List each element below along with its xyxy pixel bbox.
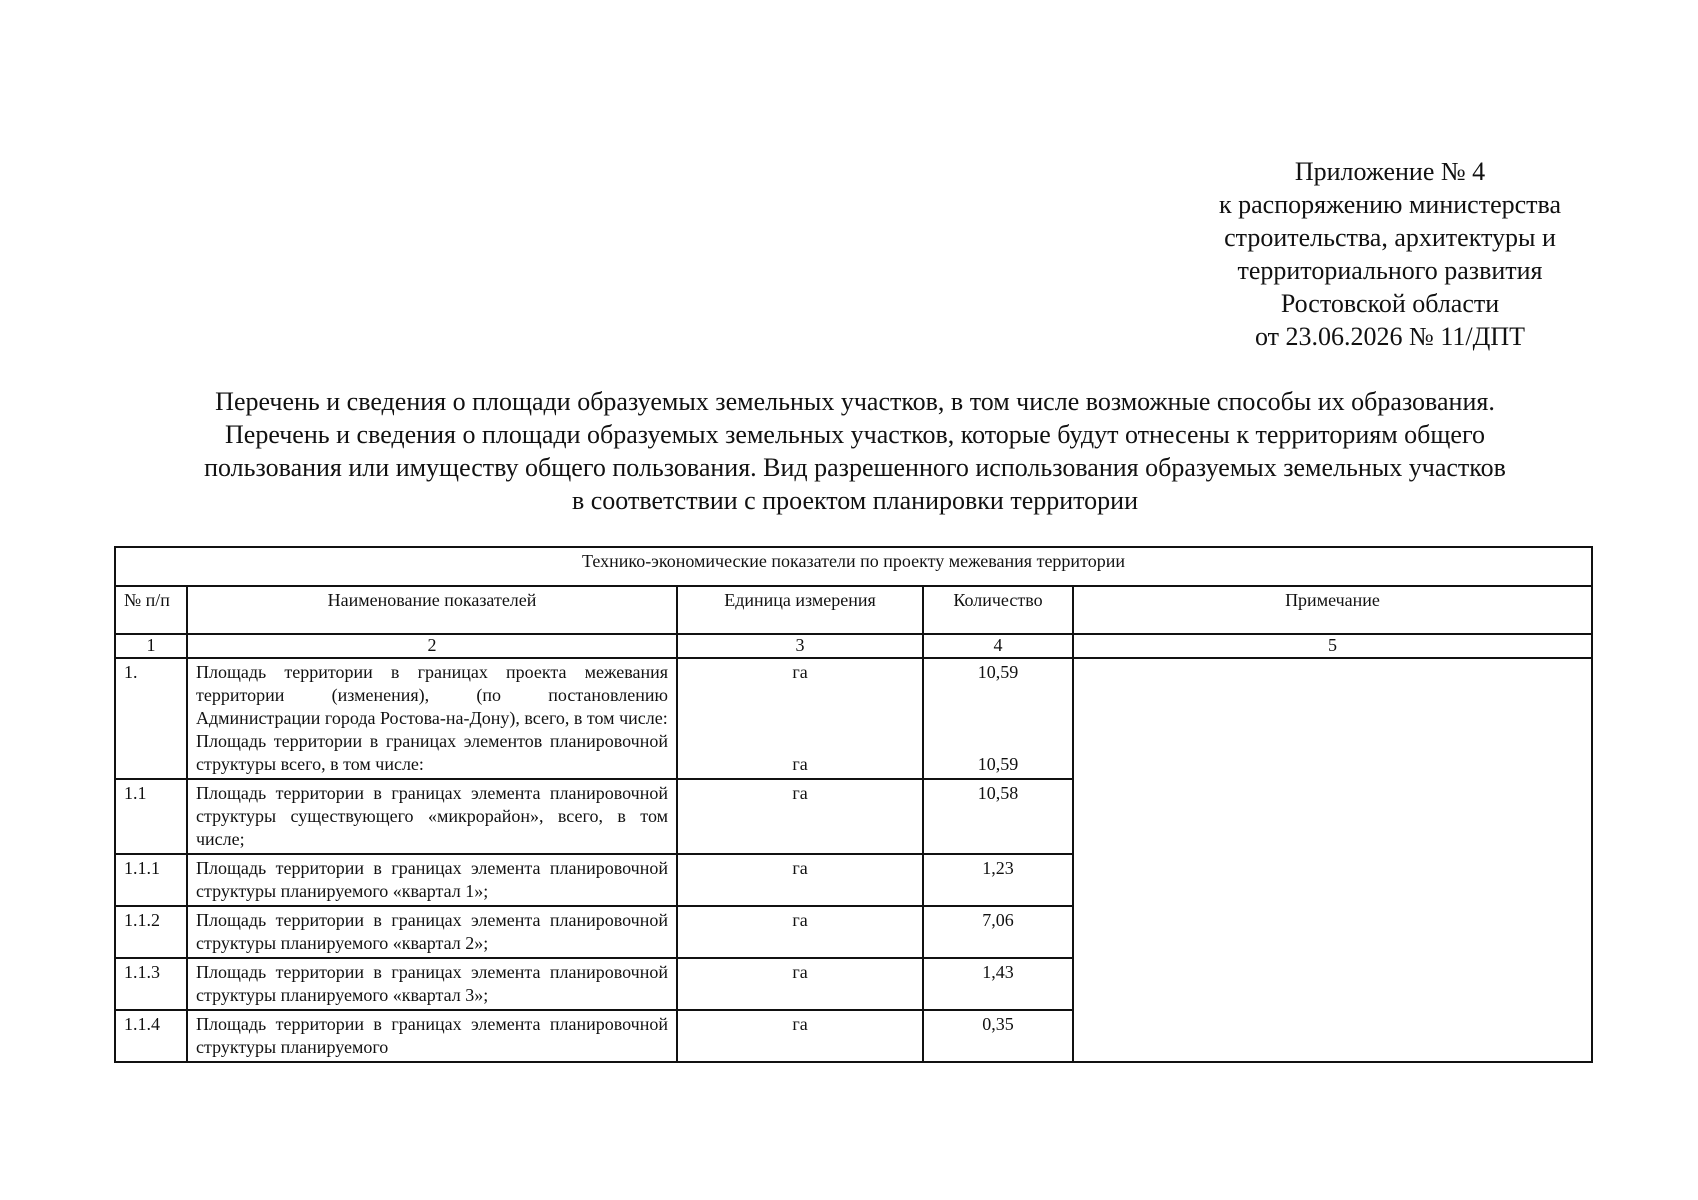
column-number: 3	[677, 634, 923, 658]
row-name: Площадь территории в границах проекта межевания территории (изменения), (по постановлению Администрации города Ростова-на-Дону), всего, в том числе:	[196, 662, 668, 728]
row-name: Площадь территории в границах элемента планировочной структуры планируемого «квартал 1»;	[187, 854, 677, 906]
row-name-secondary: Площадь территории в границах элементов планировочной структуры всего, в том числе:	[196, 731, 668, 774]
appendix-block	[1160, 155, 1620, 353]
row-qty: 0,35	[923, 1010, 1073, 1062]
heading-line: в соответствии с проектом планировки территории	[571, 486, 1138, 515]
document-heading	[120, 385, 1590, 517]
row-name: Площадь территории в границах элемента планировочной структуры существующего «микрорайон», всего, в том числе;	[187, 779, 677, 854]
table-caption-row	[115, 547, 1592, 586]
row-unit-secondary: га	[792, 754, 808, 774]
row-number: 1.1	[115, 779, 187, 854]
table-caption: Технико-экономические показатели по проекту межевания территории	[115, 547, 1592, 586]
row-unit: га	[677, 1010, 923, 1062]
row-unit: га	[792, 662, 808, 682]
row-unit: га	[677, 906, 923, 958]
row-unit: га	[677, 958, 923, 1010]
row-name: Площадь территории в границах элемента планировочной структуры планируемого «квартал 3»;	[187, 958, 677, 1010]
row-unit: га	[677, 854, 923, 906]
heading-line: Перечень и сведения о площади образуемых земельных участков, которые будут отнесены к территориям общего	[225, 420, 1485, 449]
note-cell	[1073, 658, 1592, 1062]
row-qty: 10,59	[977, 662, 1019, 682]
table-header-row	[115, 586, 1592, 634]
row-number: 1.1.2	[115, 906, 187, 958]
row-qty-cell	[923, 658, 1073, 779]
header-unit: Единица измерения	[677, 586, 923, 634]
row-qty: 10,58	[923, 779, 1073, 854]
column-number: 2	[187, 634, 677, 658]
appendix-line: от 23.06.2026 № 11/ДПТ	[1255, 322, 1525, 351]
row-number: 1.	[115, 658, 187, 779]
column-numbers-row	[115, 634, 1592, 658]
appendix-line: Приложение № 4	[1294, 157, 1486, 186]
row-number: 1.1.3	[115, 958, 187, 1010]
column-number: 4	[923, 634, 1073, 658]
column-number: 1	[115, 634, 187, 658]
heading-line: Перечень и сведения о площади образуемых земельных участков, в том числе возможные способы их образования.	[215, 387, 1495, 416]
row-unit-cell	[677, 658, 923, 779]
row-name: Площадь территории в границах элемента планировочной структуры планируемого «квартал 2»;	[187, 906, 677, 958]
row-qty: 1,23	[923, 854, 1073, 906]
indicators-table	[114, 546, 1593, 1063]
appendix-line: Ростовской области	[1280, 289, 1500, 318]
row-number: 1.1.1	[115, 854, 187, 906]
row-qty: 7,06	[923, 906, 1073, 958]
table-row	[115, 658, 1592, 779]
row-name-cell	[187, 658, 677, 779]
header-num: № п/п	[115, 586, 187, 634]
appendix-line: к распоряжению министерства	[1218, 190, 1561, 219]
column-number: 5	[1073, 634, 1592, 658]
row-unit: га	[677, 779, 923, 854]
header-name: Наименование показателей	[187, 586, 677, 634]
row-qty-secondary: 10,59	[977, 754, 1019, 774]
header-note: Примечание	[1073, 586, 1592, 634]
appendix-line: территориального развития	[1237, 256, 1543, 285]
row-name: Площадь территории в границах элемента планировочной структуры планируемого	[187, 1010, 677, 1062]
row-number: 1.1.4	[115, 1010, 187, 1062]
row-qty: 1,43	[923, 958, 1073, 1010]
heading-line: пользования или имуществу общего пользования. Вид разрешенного использования образуемых земельных участков	[204, 453, 1506, 482]
appendix-line: строительства, архитектуры и	[1224, 223, 1556, 252]
header-qty: Количество	[923, 586, 1073, 634]
